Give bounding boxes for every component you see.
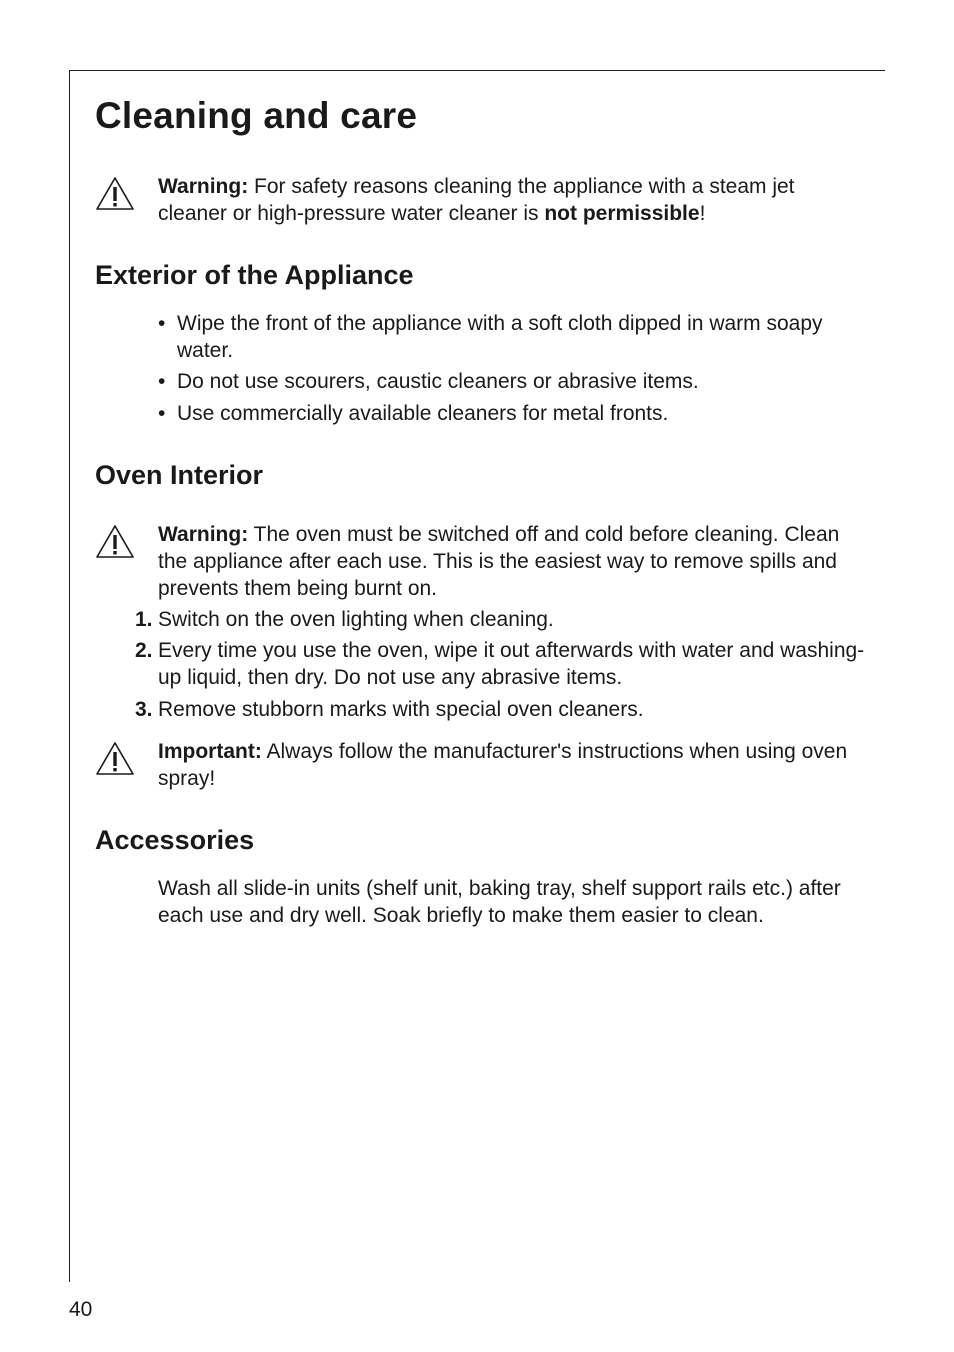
warning-oven-cold — [158, 521, 848, 602]
list-item — [158, 368, 857, 395]
page-title: Cleaning and care — [95, 95, 418, 136]
list-item-text: Do not use scourers, caustic cleaners or abrasive items. — [177, 370, 699, 393]
step-text: Switch on the oven lighting when cleaning. — [158, 608, 554, 631]
list-item-text: Wipe the front of the appliance with a soft cloth dipped in warm soapy water. — [177, 312, 823, 362]
step-number: 2. — [135, 639, 153, 662]
numbered-step — [130, 637, 868, 691]
warning-triangle-icon — [95, 176, 135, 212]
bullet-icon: • — [158, 402, 166, 425]
section-heading-exterior: Exterior of the Appliance — [95, 260, 414, 290]
warning-steam-cleaner — [158, 173, 848, 227]
important-oven-spray — [158, 738, 858, 792]
list-item — [158, 310, 857, 364]
important-label: Important: — [158, 740, 262, 763]
warning-label: Warning: — [158, 175, 249, 198]
section-heading-oven-interior: Oven Interior — [95, 460, 264, 490]
warning-label: Warning: — [158, 523, 249, 546]
numbered-step — [130, 696, 868, 723]
warning-text: The oven must be switched off and cold before cleaning. Clean the appliance after each use. This is the easiest way to remove spills and prevents them being burnt on. — [158, 523, 840, 600]
step-number: 3. — [135, 698, 153, 721]
section-heading-accessories: Accessories — [95, 825, 255, 855]
numbered-step — [130, 606, 868, 633]
bullet-icon: • — [158, 312, 166, 335]
step-text: Remove stubborn marks with special oven cleaners. — [158, 698, 644, 721]
warning-text-end: ! — [699, 202, 706, 225]
page-frame-top-rule — [69, 70, 885, 71]
important-text: Always follow the manufacturer's instructions when using oven spray! — [158, 740, 848, 790]
step-number: 1. — [135, 608, 153, 631]
warning-triangle-icon — [95, 524, 135, 560]
bullet-icon: • — [158, 370, 166, 393]
page-number: 40 — [69, 1298, 93, 1321]
list-item-text: Use commercially available cleaners for metal fronts. — [177, 402, 669, 425]
warning-text: For safety reasons cleaning the appliance with a steam jet cleaner or high-pressure water cleaner is — [158, 175, 795, 225]
page-frame-left-rule — [69, 70, 70, 1282]
list-item — [158, 400, 857, 427]
warning-triangle-icon — [95, 741, 135, 777]
step-text: Every time you use the oven, wipe it out afterwards with water and washing-up liquid, then dry. Do not use any abrasive items. — [158, 639, 865, 689]
warning-emphasis: not permissible — [544, 202, 700, 225]
accessories-text: Wash all slide-in units (shelf unit, baking tray, shelf support rails etc.) after each use and dry well. Soak briefly to make them easier to clean. — [158, 877, 841, 927]
